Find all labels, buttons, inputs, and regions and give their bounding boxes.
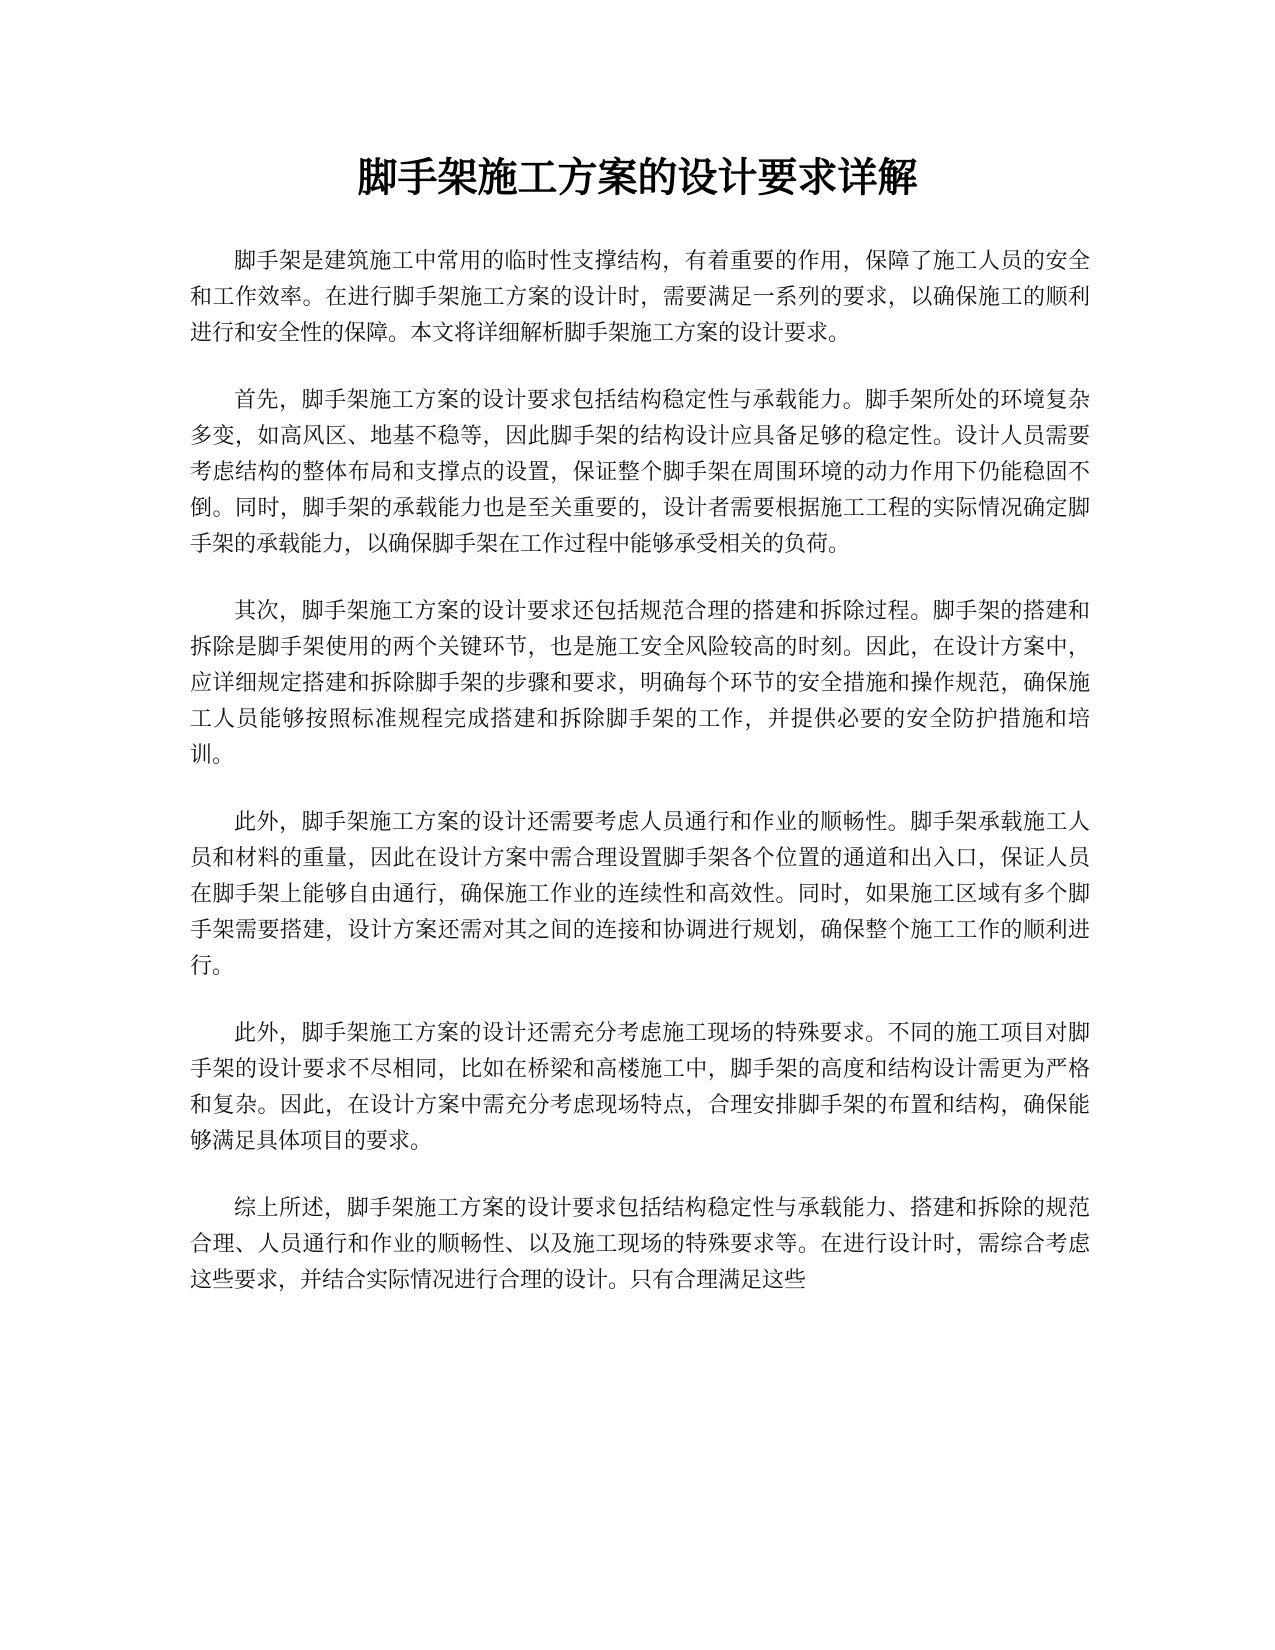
paragraph-summary: 综上所述，脚手架施工方案的设计要求包括结构稳定性与承载能力、搭建和拆除的规范合理、人员通行和作业的顺畅性、以及施工现场的特殊要求等。在进行设计时，需综合考虑这些要求，并结合实际情况进行合理的设计。只有合理满足这些 [190, 1196, 1090, 1293]
paragraph-erection-removal: 其次，脚手架施工方案的设计要求还包括规范合理的搭建和拆除过程。脚手架的搭建和拆除是脚手架使用的两个关键环节，也是施工安全风险较高的时刻。因此，在设计方案中，应详细规定搭建和拆除脚手架的步骤和要求，明确每个环节的安全措施和操作规范，确保施工人员能够按照标准规程完成搭建和拆除脚手架的工作，并提供必要的安全防护措施和培训。 [190, 599, 1090, 768]
paragraph-stability: 首先，脚手架施工方案的设计要求包括结构稳定性与承载能力。脚手架所处的环境复杂多变，如高风区、地基不稳等，因此脚手架的结构设计应具备足够的稳定性。设计人员需要考虑结构的整体布局和支撑点的设置，保证整个脚手架在周围环境的动力作用下仍能稳固不倒。同时，脚手架的承载能力也是至关重要的，设计者需要根据施工工程的实际情况确定脚手架的承载能力，以确保脚手架在工作过程中能够承受相关的负荷。 [190, 388, 1090, 557]
paragraph-site-requirements: 此外，脚手架施工方案的设计还需充分考虑施工现场的特殊要求。不同的施工项目对脚手架的设计要求不尽相同，比如在桥梁和高楼施工中，脚手架的高度和结构设计需更为严格和复杂。因此，在设计方案中需充分考虑现场特点，合理安排脚手架的布置和结构，确保能够满足具体项目的要求。 [190, 1021, 1090, 1154]
paragraph-intro: 脚手架是建筑施工中常用的临时性支撑结构，有着重要的作用，保障了施工人员的安全和工作效率。在进行脚手架施工方案的设计时，需要满足一系列的要求，以确保施工的顺利进行和安全性的保障。本文将详细解析脚手架施工方案的设计要求。 [190, 249, 1090, 346]
document-body [190, 244, 1090, 1330]
document-title: 脚手架施工方案的设计要求详解 [357, 155, 918, 201]
paragraph-passage: 此外，脚手架施工方案的设计还需要考虑人员通行和作业的顺畅性。脚手架承载施工人员和材料的重量，因此在设计方案中需合理设置脚手架各个位置的通道和出入口，保证人员在脚手架上能够自由通行，确保施工作业的连续性和高效性。同时，如果施工区域有多个脚手架需要搭建，设计方案还需对其之间的连接和协调进行规划，确保整个施工工作的顺利进行。 [190, 810, 1090, 979]
